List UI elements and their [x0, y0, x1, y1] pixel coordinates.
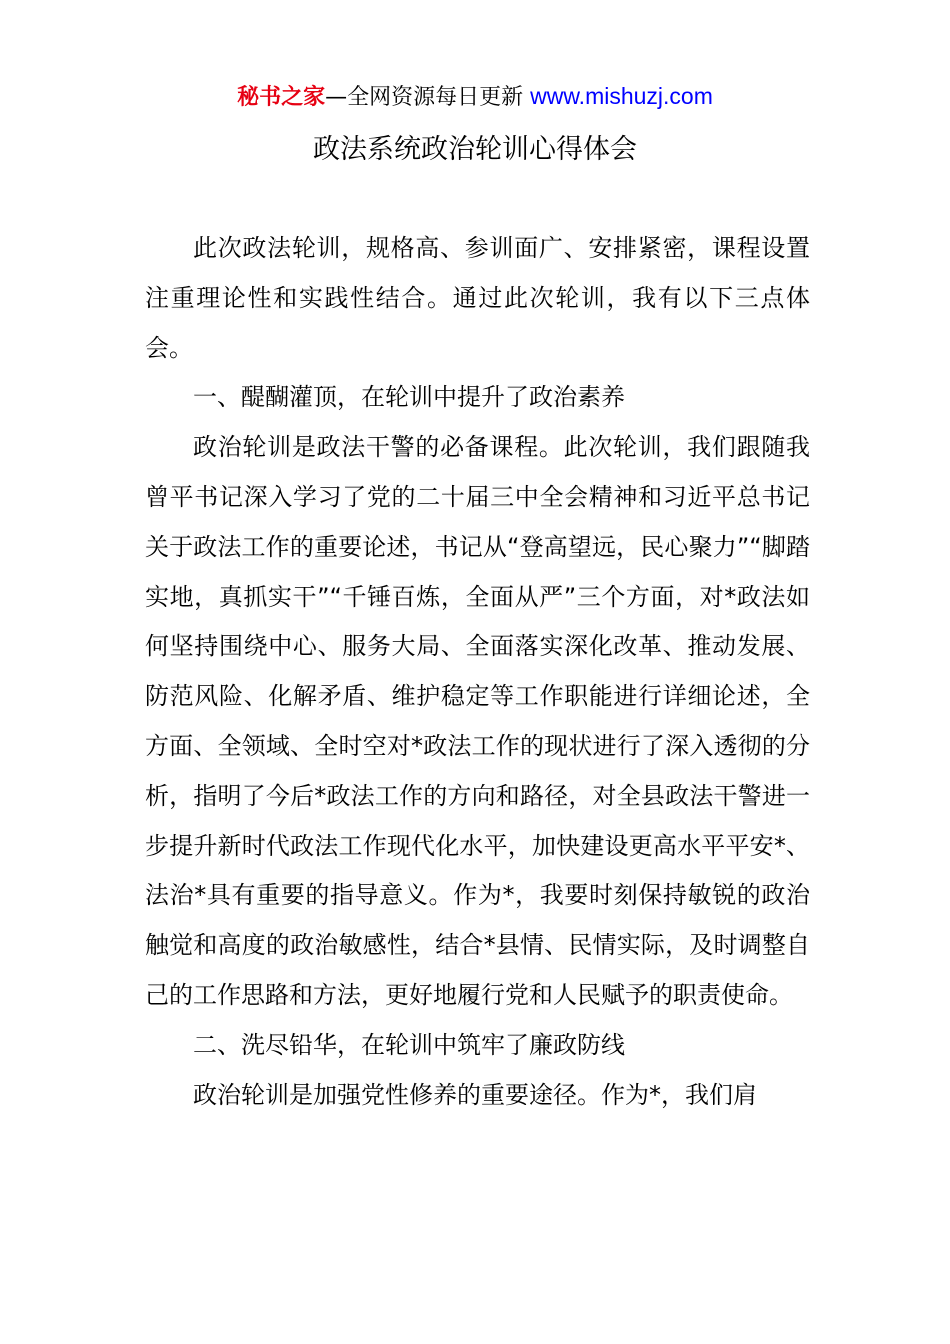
- site-slogan: —全网资源每日更新: [325, 85, 524, 110]
- paragraph-section-1: 政治轮训是政法干警的必备课程。此次轮训，我们跟随我曾平书记深入学习了党的二十届三中全会精神和习近平总书记关于政法工作的重要论述，书记从“登高望远，民心聚力”“脚踏实地，真抓实干”“千锤百炼，全面从严”三个方面，对*政法如何坚持围绕中心、服务大局、全面落实深化改革、推动发展、防范风险、化解矛盾、维护稳定等工作职能进行详细论述，全方面、全领域、全时空对*政法工作的现状进行了深入透彻的分析，指明了今后*政法工作的方向和路径，对全县政法干警进一步提升新时代政法工作现代化水平，加快建设更高水平平安*、法治*具有重要的指导意义。作为*，我要时刻保持敏锐的政治触觉和高度的政治敏感性，结合*县情、民情实际，及时调整自己的工作思路和方法，更好地履行党和人民赋予的职责使命。: [145, 433, 810, 1009]
- site-url-link[interactable]: www.mishuzj.com: [530, 83, 713, 109]
- paragraph-section-2: 政治轮训是加强党性修养的重要途径。作为*，我们肩: [193, 1080, 757, 1109]
- document-title: 政法系统政治轮训心得体会: [313, 134, 637, 165]
- section-heading-2: 二、洗尽铅华，在轮训中筑牢了廉政防线: [193, 1030, 625, 1059]
- section-heading-1: 一、醍醐灌顶，在轮训中提升了政治素养: [193, 383, 625, 412]
- paragraph-intro: 此次政法轮训，规格高、参训面广、安排紧密，课程设置注重理论性和实践性结合。通过此次轮训，我有以下三点体会。: [145, 234, 810, 362]
- site-name: 秘书之家: [237, 85, 326, 110]
- site-header: [0, 80, 950, 114]
- document-body: [145, 224, 810, 1120]
